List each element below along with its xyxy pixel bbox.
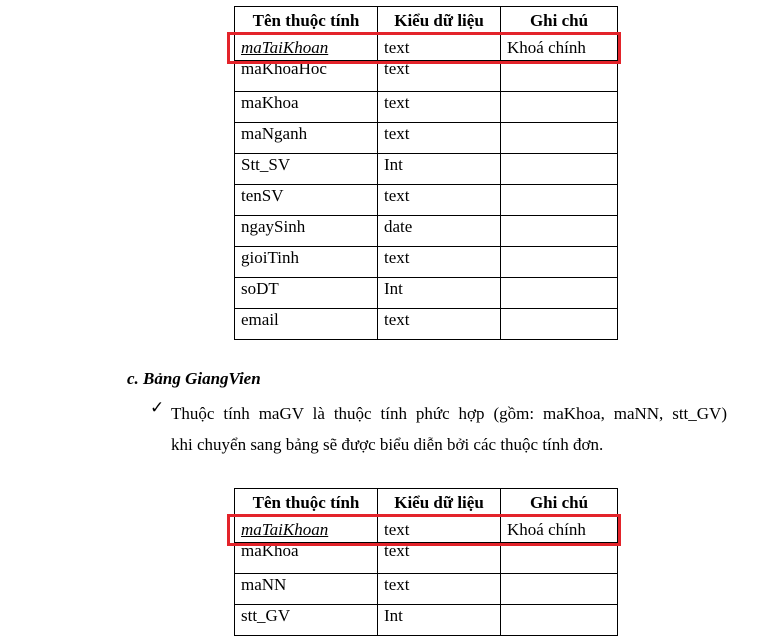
attribute-type: Int: [378, 605, 501, 636]
attribute-name: maKhoa: [235, 92, 378, 123]
header-note: Ghi chú: [501, 489, 618, 517]
attribute-type: text: [378, 185, 501, 216]
table-row: [235, 216, 618, 247]
attribute-name: email: [235, 309, 378, 340]
attribute-name: maNN: [235, 574, 378, 605]
attribute-type: Int: [378, 154, 501, 185]
attribute-note: Khoá chính: [501, 517, 618, 543]
attribute-type: date: [378, 216, 501, 247]
attribute-type: text: [378, 574, 501, 605]
header-note: Ghi chú: [501, 7, 618, 35]
attribute-note: [501, 216, 618, 247]
header-name: Tên thuộc tính: [235, 7, 378, 35]
table-row: [235, 574, 618, 605]
checkmark-icon: ✓: [150, 398, 165, 417]
table-row: [235, 543, 618, 574]
description-line-2: khi chuyển sang bảng sẽ được biểu diễn bởi các thuộc tính đơn.: [171, 435, 604, 454]
attribute-type: text: [378, 517, 501, 543]
attribute-type: text: [378, 309, 501, 340]
table-row: [235, 61, 618, 92]
attribute-type: Int: [378, 278, 501, 309]
attribute-type: text: [378, 123, 501, 154]
attribute-note: [501, 154, 618, 185]
table-row: [235, 278, 618, 309]
table-row: [235, 185, 618, 216]
attribute-name: gioiTinh: [235, 247, 378, 278]
attribute-name: maNganh: [235, 123, 378, 154]
primary-key-highlight: [227, 32, 621, 64]
attribute-note: [501, 247, 618, 278]
attribute-name: soDT: [235, 278, 378, 309]
table-row: [235, 605, 618, 636]
attribute-note: [501, 185, 618, 216]
table-header-row: [235, 7, 618, 35]
attribute-name: maKhoa: [235, 543, 378, 574]
table-row: [235, 154, 618, 185]
attribute-type: text: [378, 247, 501, 278]
description-line-1: Thuộc tính maGV là thuộc tính phức hợp (gồm: maKhoa, maNN, stt_GV): [171, 404, 727, 423]
table-row: [235, 247, 618, 278]
attribute-note: [501, 543, 618, 574]
attribute-type: text: [378, 543, 501, 574]
attribute-note: [501, 278, 618, 309]
attribute-name: ngaySinh: [235, 216, 378, 247]
attribute-note: Khoá chính: [501, 35, 618, 61]
header-type: Kiểu dữ liệu: [378, 489, 501, 517]
attribute-note: [501, 574, 618, 605]
attribute-note: [501, 605, 618, 636]
attribute-name: maKhoaHoc: [235, 61, 378, 92]
attribute-name: Stt_SV: [235, 154, 378, 185]
attribute-name: maTaiKhoan: [235, 35, 378, 61]
giangvien-attribute-table: [234, 488, 618, 636]
description-paragraph: [171, 398, 727, 460]
attribute-note: [501, 61, 618, 92]
header-type: Kiểu dữ liệu: [378, 7, 501, 35]
primary-key-highlight: [227, 514, 621, 546]
attribute-name: maTaiKhoan: [235, 517, 378, 543]
attribute-name: stt_GV: [235, 605, 378, 636]
header-name: Tên thuộc tính: [235, 489, 378, 517]
table-row: [235, 92, 618, 123]
table-row: [235, 309, 618, 340]
section-title: c. Bảng GiangVien: [127, 369, 261, 388]
attribute-type: text: [378, 92, 501, 123]
table-header-row: [235, 489, 618, 517]
table-row: [235, 123, 618, 154]
attribute-note: [501, 123, 618, 154]
attribute-type: text: [378, 35, 501, 61]
attribute-type: text: [378, 61, 501, 92]
attribute-name: tenSV: [235, 185, 378, 216]
attribute-note: [501, 92, 618, 123]
attribute-note: [501, 309, 618, 340]
